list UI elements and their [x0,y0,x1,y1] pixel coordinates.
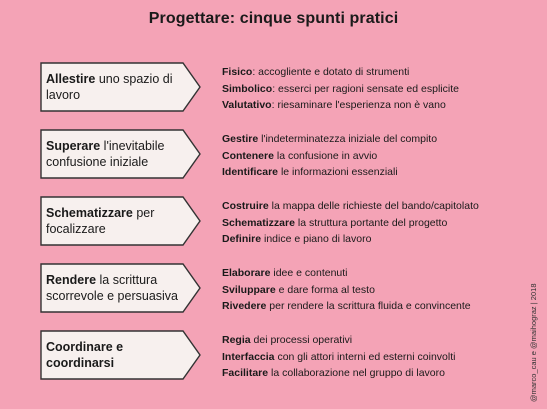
step-label [46,129,181,179]
detail-text: per rendere la scrittura fluida e convincente [266,300,471,312]
detail-text: la struttura portante del progetto [294,216,448,229]
detail-keyword: Elaborare [222,267,271,279]
detail-line [222,265,522,282]
step-details [222,265,522,315]
detail-keyword: Simbolico [222,82,273,95]
detail-keyword: Identificare [222,166,279,178]
detail-text: la confusione in avvio [273,149,378,162]
detail-line [222,81,522,98]
step-label-bold: Schematizzare [46,206,133,220]
detail-line [222,148,522,165]
step-arrow [40,330,202,380]
detail-line [222,349,522,366]
detail-text: indice e piano di lavoro [261,233,372,245]
step-label-bold: Rendere [46,273,97,287]
step-label-rest: la scrittura scorrevole e persuasiva [46,273,179,303]
step-label-bold: Superare [46,139,101,153]
detail-keyword: Definire [222,233,262,245]
step-label-rest: uno spazio di lavoro [46,72,173,102]
detail-keyword: Rivedere [222,300,267,312]
detail-line [222,282,522,299]
detail-text: la mappa delle richieste del bando/capitolato [268,200,479,212]
detail-text: l'indeterminatezza iniziale del compito [258,133,438,145]
detail-text: la collaborazione nel gruppo di lavoro [268,367,445,379]
detail-text: con gli attori interni ed esterni coinvolti [274,350,456,363]
author-credit: @marco_cau e @maihograz | 2018 [529,283,538,402]
detail-line [222,215,522,232]
detail-text: le informazioni essenziali [278,166,398,178]
detail-line [222,332,522,349]
detail-text: idee e contenuti [270,267,348,279]
detail-keyword: Costruire [222,200,269,212]
detail-line [222,64,522,81]
detail-text: : riesaminare l'esperienza non è vano [271,99,446,111]
step-row-superare [0,129,547,193]
step-label [46,196,181,246]
step-label-rest: l'inevitabile confusione iniziale [46,139,165,169]
step-details [222,64,522,114]
detail-keyword: Schematizzare [222,216,295,229]
detail-keyword: Fisico [222,66,253,78]
step-details [222,198,522,248]
detail-text: : esserci per ragioni sensate ed esplicite [272,82,459,95]
detail-line [222,231,522,248]
detail-line [222,131,522,148]
detail-text: : accogliente e dotato di strumenti [252,66,410,78]
step-label [46,330,181,380]
step-details [222,131,522,181]
detail-text: e dare forma al testo [275,283,375,296]
detail-keyword: Gestire [222,133,259,145]
detail-text: dei processi operativi [250,334,353,346]
detail-line [222,198,522,215]
step-arrow [40,196,202,246]
detail-keyword: Interfaccia [222,350,275,363]
detail-keyword: Contenere [222,149,274,162]
detail-keyword: Facilitare [222,367,269,379]
step-label-bold: Allestire [46,72,96,86]
detail-keyword: Valutativo [222,99,272,111]
step-row-rendere [0,263,547,327]
step-arrow [40,62,202,112]
detail-line [222,298,522,315]
step-label-bold: Coordinare e coordinarsi [46,340,124,370]
step-label [46,62,181,112]
step-arrow [40,129,202,179]
page-title: Progettare: cinque spunti pratici [148,10,399,27]
detail-keyword: Sviluppare [222,283,276,296]
step-label [46,263,181,313]
step-details [222,332,522,382]
step-row-schematizzare [0,196,547,260]
step-label-rest: per focalizzare [46,206,155,236]
step-row-allestire [0,62,547,126]
step-arrow [40,263,202,313]
detail-keyword: Regia [222,334,251,346]
detail-line [222,365,522,382]
step-row-coordinare [0,330,547,394]
detail-line [222,97,522,114]
detail-line [222,164,522,181]
